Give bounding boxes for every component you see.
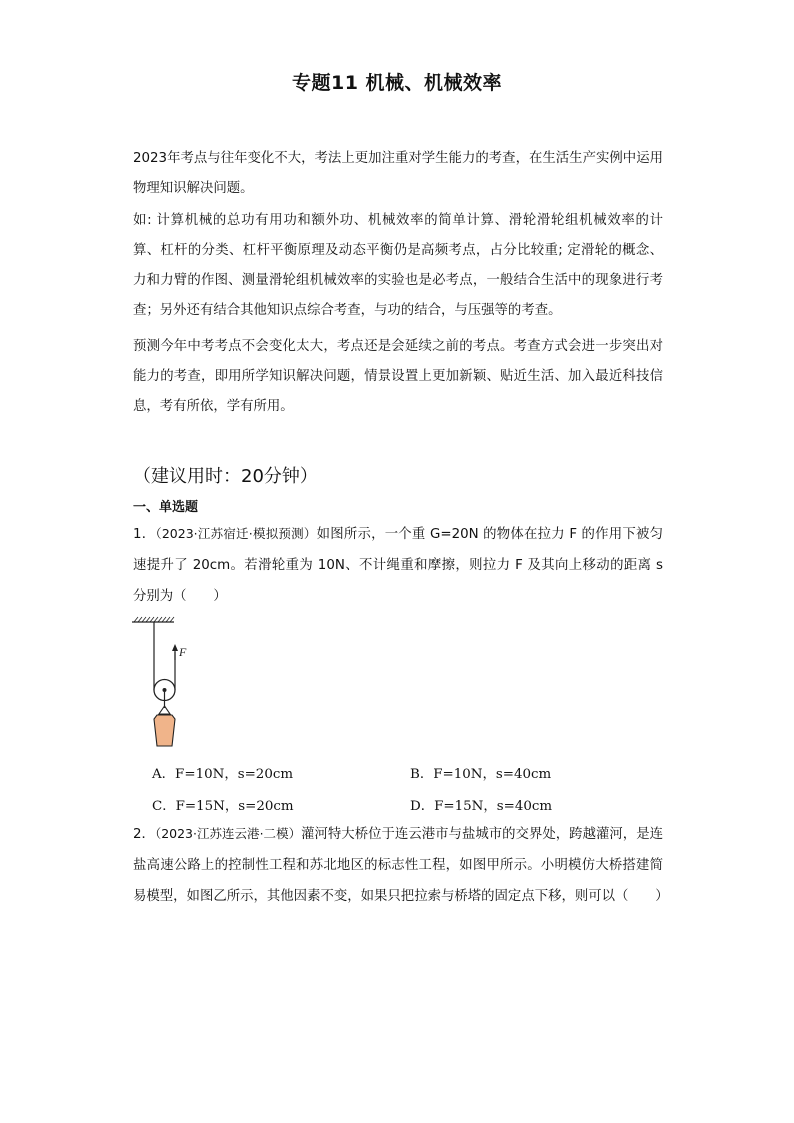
ceiling-hatch [134,617,174,622]
question-number: 2． [133,827,155,842]
question-text: 灌河特大桥位于连云港市与盐城市的交界处，跨越灌河，是连盐高速公路上的控制性工程和苏北地区的标志性工程，如图甲所示。小明模仿大桥搭建简易模型，如图乙所示，其他因素不变，如果只把拉索与桥塔的固定点下移，则可以（ ） [133,827,669,904]
intro-paragraph-1: 2023年考点与往年变化不大，考法上更加注重对学生能力的考查，在生活生产实例中运用物理知识解决问题。 [133,151,663,196]
intro-paragraph-2: 如: 计算机械的总功有用功和额外功、机械效率的简单计算、滑轮滑轮组机械效率的计算、杠杆的分类、杠杆平衡原理及动态平衡仍是高频考点，占分比较重; 定滑轮的概念、力和力臂的作图、测量滑轮组机械效率的实验也是必考点，一般结合生活中的现象进行考查；另外还有结合其他知识点综合考查，与功的结合，与压强等的考查。 [133,213,663,318]
question-number: 1． [133,527,156,542]
pulley-figure [128,616,208,752]
page-title: 专题11 机械、机械效率 [291,72,503,94]
option-a[interactable]: A．F=10N，s=20cm [152,767,294,782]
section-heading: 一、单选题 [133,500,199,515]
question-text: 如图所示，一个重 G=20N 的物体在拉力 F 的作用下被匀速提升了 20cm。若滑轮重为 10N、不计绳重和摩擦，则拉力 F 及其向上移动的距离 s 分别为（ ） [133,527,663,604]
question-source: （2023·江苏连云港·二模） [154,826,302,841]
weight-block [154,715,175,746]
time-hint: （建议用时：20分钟） [133,466,318,487]
option-d[interactable]: D．F=15N，s=40cm [410,799,553,814]
question-2 [133,818,669,912]
option-c[interactable]: C．F=15N，s=20cm [152,799,294,814]
intro-paragraph-3: 预测今年中考考点不会变化太大，考点还是会延续之前的考点。考查方式会进一步突出对能力的考查，即用所学知识解决问题，情景设置上更加新颖、贴近生活、加入最近科技信息，考有所依，学有所用。 [133,339,663,414]
question-1 [133,518,663,612]
option-b[interactable]: B．F=10N，s=40cm [410,767,552,782]
pulley-axle [163,688,167,692]
force-arrowhead [172,644,178,651]
question-source: （2023·江苏宿迁·模拟预测） [155,526,317,541]
force-label: F [179,645,187,659]
